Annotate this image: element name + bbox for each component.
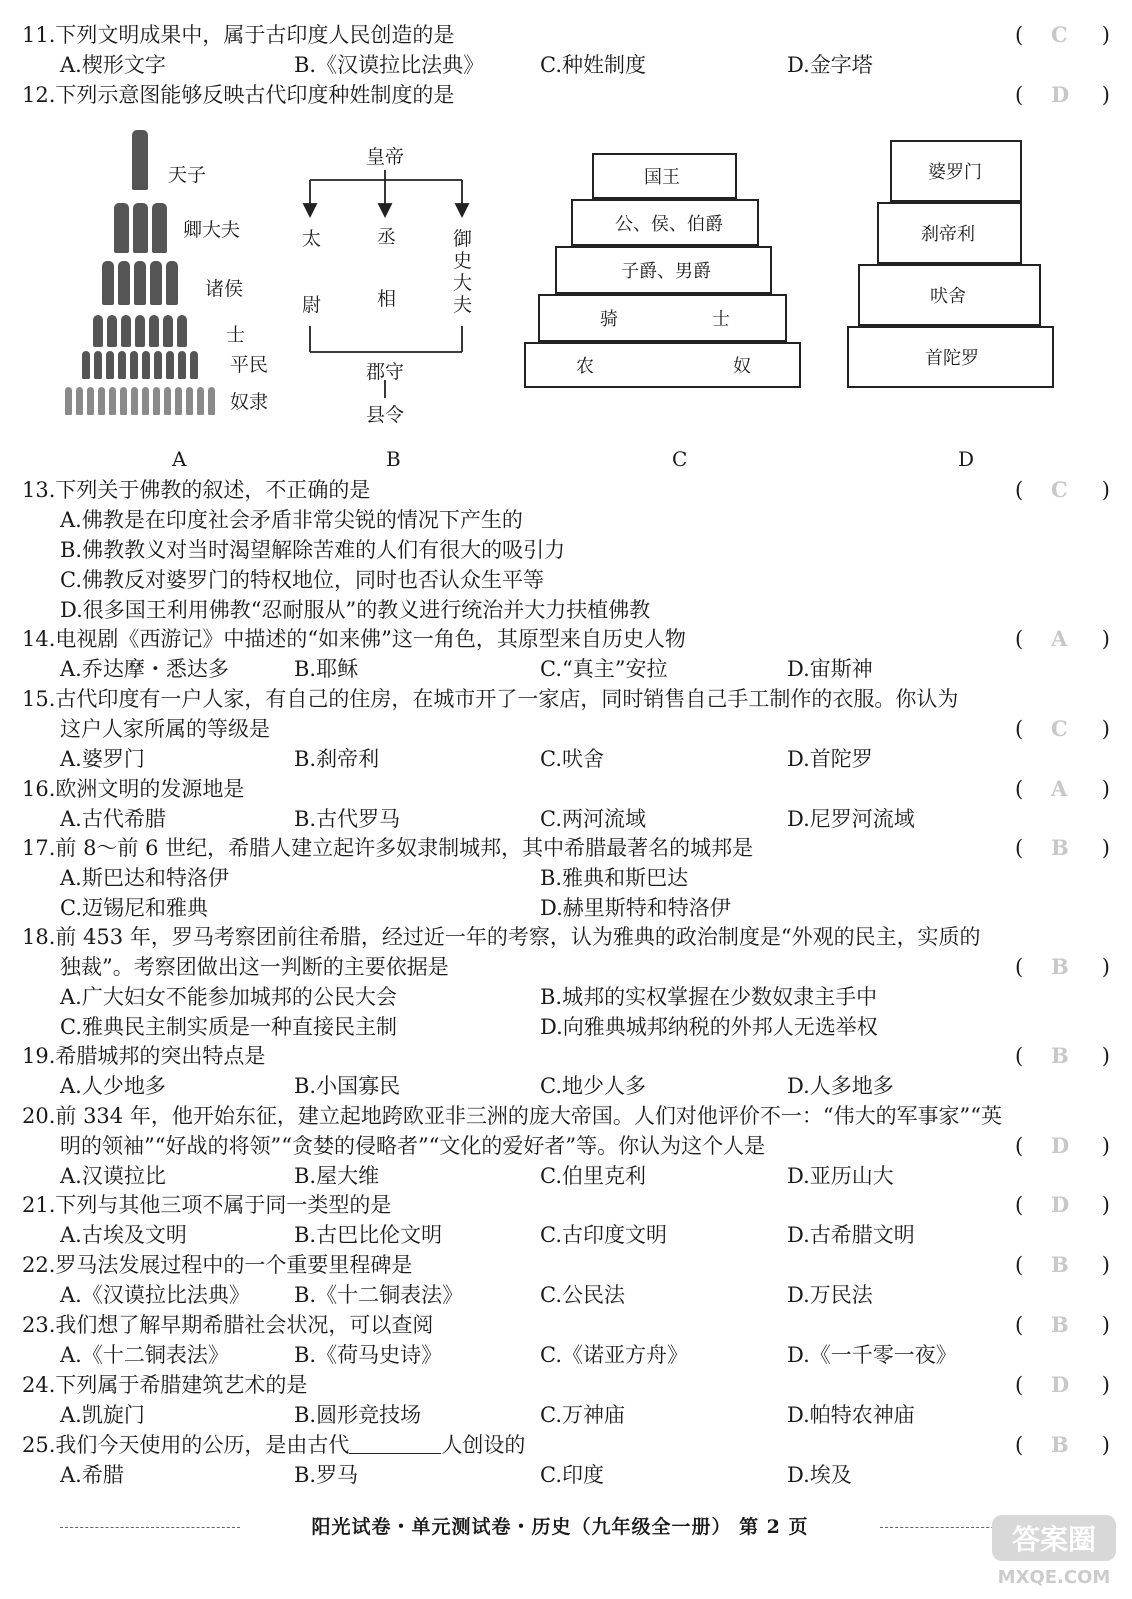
person-figure-icon	[94, 351, 102, 379]
diagram-c-row: 公、侯、伯爵	[571, 199, 759, 246]
diagram-c-row: 子爵、男爵	[555, 246, 772, 294]
diagram-c-row: 骑 士	[538, 294, 787, 342]
person-figure-icon	[120, 387, 127, 415]
diagram-d-row: 婆罗门	[890, 140, 1022, 202]
person-figure-icon	[118, 351, 126, 379]
option-d: D.帕特农神庙	[787, 1403, 915, 1427]
option-c: C.地少人多	[540, 1074, 646, 1098]
option-a: A.古代希腊	[60, 807, 166, 831]
answer-letter: B	[1051, 835, 1069, 860]
person-figure-icon	[118, 261, 130, 305]
svg-text:答案圈: 答案圈	[1011, 1523, 1097, 1556]
option-a: A.凯旋门	[60, 1403, 145, 1427]
diagram-b-chengxiang: 相	[377, 288, 397, 310]
diagram-b-xianling: 县令	[366, 404, 405, 426]
option-b: B.城邦的实权掌握在少数奴隶主手中	[540, 985, 878, 1009]
option-c: C.“真主”安拉	[540, 657, 668, 681]
svg-text:MXQE.COM: MXQE.COM	[997, 1567, 1111, 1588]
answer-letter: B	[1051, 1252, 1069, 1277]
option-d: D.万民法	[787, 1283, 873, 1307]
question-text: 23.我们想了解早期希腊社会状况，可以查阅	[22, 1313, 434, 1337]
option-c: C.万神庙	[540, 1403, 625, 1427]
option-b: B.小国寡民	[294, 1074, 401, 1098]
person-figure-icon	[102, 261, 114, 305]
option-d: D.古希腊文明	[787, 1223, 915, 1247]
question-text: 13.下列关于佛教的叙述，不正确的是	[22, 478, 371, 502]
option-c: C.古印度文明	[540, 1223, 667, 1247]
diagram-b-taiwei: 太	[302, 228, 322, 250]
option-d: D.首陀罗	[787, 747, 873, 771]
option-b: B.屋大维	[294, 1164, 380, 1188]
person-figure-icon	[65, 387, 72, 415]
diagram-b-taiwei: 尉	[302, 294, 322, 316]
option-d: D.尼罗河流域	[787, 807, 915, 831]
answer-letter: D	[1051, 1133, 1070, 1158]
option-c: C.迈锡尼和雅典	[60, 896, 208, 920]
question-text-continued: 独裁”。考察团做出这一判断的主要依据是	[60, 955, 449, 979]
option-c: C.雅典民主制实质是一种直接民主制	[60, 1015, 397, 1039]
option-a: A.广大妇女不能参加城邦的公民大会	[60, 985, 397, 1009]
answer-letter: D	[1051, 1192, 1070, 1217]
question-text: 16.欧洲文明的发源地是	[22, 777, 245, 801]
option-d: D.向雅典城邦纳税的外邦人无选举权	[540, 1015, 878, 1039]
option-b: B.佛教教义对当时渴望解除苦难的人们有很大的吸引力	[60, 538, 566, 562]
person-figure-icon	[132, 130, 148, 190]
question-text: 17.前 8～前 6 世纪，希腊人建立起许多奴隶制城邦，其中希腊最著名的城邦是	[22, 836, 754, 860]
footer-text: 阳光试卷・单元测试卷・历史（九年级全一册） 第 2 页	[311, 1516, 809, 1538]
person-figure-icon	[109, 387, 116, 415]
figure-letter: B	[386, 447, 401, 471]
page-footer	[60, 1512, 1060, 1542]
person-figure-icon	[186, 387, 193, 415]
person-figure-icon	[135, 315, 145, 347]
person-figure-icon	[134, 261, 146, 305]
option-c: C.佛教反对婆罗门的特权地位，同时也否认众生平等	[60, 568, 544, 592]
person-figure-icon	[152, 203, 167, 253]
person-figure-icon	[142, 351, 150, 379]
question-text: 18.前 453 年，罗马考察团前往希腊，经过近一年的考察，认为雅典的政治制度是“外观的民主，实质的	[22, 925, 981, 949]
option-b: B.刹帝利	[294, 747, 380, 771]
question-text: 20.前 334 年，他开始东征，建立起地跨欧亚非三洲的庞大帝国。人们对他评价不一：“伟大的军事家”“英	[22, 1104, 1003, 1128]
diagram-b-junshou: 郡守	[366, 361, 405, 383]
answer-letter: C	[1051, 716, 1068, 741]
person-figure-icon	[166, 261, 178, 305]
option-a: A.斯巴达和特洛伊	[60, 866, 229, 890]
option-a: A.婆罗门	[60, 747, 145, 771]
question-text: 25.我们今天使用的公历，是由古代 人创设的	[22, 1433, 526, 1457]
answer-letter: B	[1051, 1043, 1069, 1068]
diagram-a-label: 诸侯	[205, 278, 244, 300]
option-b: B.圆形竞技场	[294, 1403, 422, 1427]
diagram-a-label: 卿大夫	[183, 219, 241, 241]
diagram-c-row: 国王	[592, 153, 737, 199]
option-a: A.希腊	[60, 1463, 124, 1487]
option-d: D.金字塔	[787, 53, 873, 77]
option-a: A.汉谟拉比	[60, 1164, 166, 1188]
question-text: 21.下列与其他三项不属于同一类型的是	[22, 1193, 392, 1217]
option-d: D.赫里斯特和特洛伊	[540, 896, 731, 920]
option-b: B.《汉谟拉比法典》	[294, 53, 485, 77]
person-figure-icon	[130, 351, 138, 379]
option-c: C.种姓制度	[540, 53, 646, 77]
diagram-b-yushi: 史	[453, 250, 473, 272]
person-figure-icon	[82, 351, 90, 379]
diagram-d-row: 吠舍	[858, 264, 1041, 326]
option-d: D.宙斯神	[787, 657, 873, 681]
question-text: 15.古代印度有一户人家，有自己的住房，在城市开了一家店，同时销售自己手工制作的衣服。你认为	[22, 687, 959, 711]
answer-letter: D	[1051, 82, 1070, 107]
option-b: B.《荷马史诗》	[294, 1343, 443, 1367]
person-figure-icon	[114, 203, 129, 253]
question-text: 12.下列示意图能够反映古代印度种姓制度的是	[22, 83, 455, 107]
person-figure-icon	[166, 351, 174, 379]
option-b: B.《十二铜表法》	[294, 1283, 464, 1307]
diagram-a-label: 天子	[168, 164, 207, 186]
diagram-d-row: 刹帝利	[877, 202, 1022, 264]
option-b: B.耶稣	[294, 657, 359, 681]
question-text-continued: 明的领袖”“好战的将领”“贪婪的侵略者”“文化的爱好者”等。你认为这个人是	[60, 1134, 766, 1158]
person-figure-icon	[164, 387, 171, 415]
answer-letter: C	[1051, 22, 1068, 47]
diagram-b-yushi: 大	[453, 272, 473, 294]
option-a: A.古埃及文明	[60, 1223, 187, 1247]
answer-letter: D	[1051, 1372, 1070, 1397]
person-figure-icon	[98, 387, 105, 415]
option-c: C.公民法	[540, 1283, 625, 1307]
question-text: 22.罗马法发展过程中的一个重要里程碑是	[22, 1253, 413, 1277]
question-text: 11.下列文明成果中，属于古印度人民创造的是	[22, 23, 455, 47]
answer-letter: B	[1051, 954, 1069, 979]
person-figure-icon	[177, 315, 187, 347]
person-figure-icon	[149, 315, 159, 347]
answer-letter: C	[1051, 477, 1068, 502]
figure-q12	[0, 0, 1132, 480]
person-figure-icon	[208, 387, 215, 415]
person-figure-icon	[190, 351, 198, 379]
person-figure-icon	[107, 315, 117, 347]
option-d: D.亚历山大	[787, 1164, 894, 1188]
answer-letter: B	[1051, 1432, 1069, 1457]
option-a: A.《汉谟拉比法典》	[60, 1283, 250, 1307]
person-figure-icon	[87, 387, 94, 415]
question-text-continued: 这户人家所属的等级是	[60, 717, 270, 741]
diagram-a-label: 平民	[230, 354, 269, 376]
option-c: C.两河流域	[540, 807, 646, 831]
watermark-logo	[984, 1511, 1124, 1591]
option-b: B.古代罗马	[294, 807, 401, 831]
person-figure-icon	[150, 261, 162, 305]
option-d: D.人多地多	[787, 1074, 894, 1098]
question-text: 24.下列属于希腊建筑艺术的是	[22, 1373, 308, 1397]
diagram-b-yushi: 御	[453, 228, 473, 250]
diagram-a-label: 士	[226, 324, 246, 346]
diagram-c-row: 农 奴	[524, 342, 801, 388]
diagram-d-row: 首陀罗	[847, 326, 1054, 388]
option-c: C.印度	[540, 1463, 604, 1487]
option-a: A.《十二铜表法》	[60, 1343, 229, 1367]
option-a: A.佛教是在印度社会矛盾非常尖锐的情况下产生的	[60, 508, 523, 532]
figure-letter: D	[958, 447, 975, 471]
option-c: C.吠舍	[540, 747, 604, 771]
option-d: D.埃及	[787, 1463, 852, 1487]
person-figure-icon	[197, 387, 204, 415]
person-figure-icon	[133, 203, 148, 253]
diagram-a-pyramid	[50, 125, 250, 420]
option-a: A.楔形文字	[60, 53, 166, 77]
option-b: B.雅典和斯巴达	[540, 866, 689, 890]
figure-letter: A	[172, 447, 187, 471]
person-figure-icon	[93, 315, 103, 347]
question-text: 14.电视剧《西游记》中描述的“如来佛”这一角色，其原型来自历史人物	[22, 627, 686, 651]
person-figure-icon	[142, 387, 149, 415]
person-figure-icon	[178, 351, 186, 379]
diagram-b-chengxiang: 丞	[377, 226, 397, 248]
option-c: C.《诺亚方舟》	[540, 1343, 688, 1367]
person-figure-icon	[131, 387, 138, 415]
option-a: A.乔达摩・悉达多	[60, 657, 229, 681]
answer-letter: A	[1051, 776, 1068, 801]
answer-letter: A	[1051, 626, 1068, 651]
option-c: C.伯里克利	[540, 1164, 646, 1188]
answer-letter: B	[1051, 1312, 1069, 1337]
person-figure-icon	[154, 351, 162, 379]
person-figure-icon	[76, 387, 83, 415]
figure-letter: C	[672, 447, 688, 471]
option-d: D.很多国王利用佛教“忍耐服从”的教义进行统治并大力扶植佛教	[60, 598, 651, 622]
person-figure-icon	[175, 387, 182, 415]
person-figure-icon	[121, 315, 131, 347]
question-text: 19.希腊城邦的突出特点是	[22, 1044, 266, 1068]
option-d: D.《一千零一夜》	[787, 1343, 957, 1367]
diagram-a-label: 奴隶	[230, 391, 269, 413]
diagram-b-yushi: 夫	[453, 294, 473, 316]
person-figure-icon	[106, 351, 114, 379]
person-figure-icon	[153, 387, 160, 415]
option-b: B.罗马	[294, 1463, 359, 1487]
person-figure-icon	[163, 315, 173, 347]
option-b: B.古巴比伦文明	[294, 1223, 443, 1247]
option-a: A.人少地多	[60, 1074, 166, 1098]
fill-blank	[349, 1431, 441, 1454]
diagram-b-emperor: 皇帝	[366, 146, 405, 168]
